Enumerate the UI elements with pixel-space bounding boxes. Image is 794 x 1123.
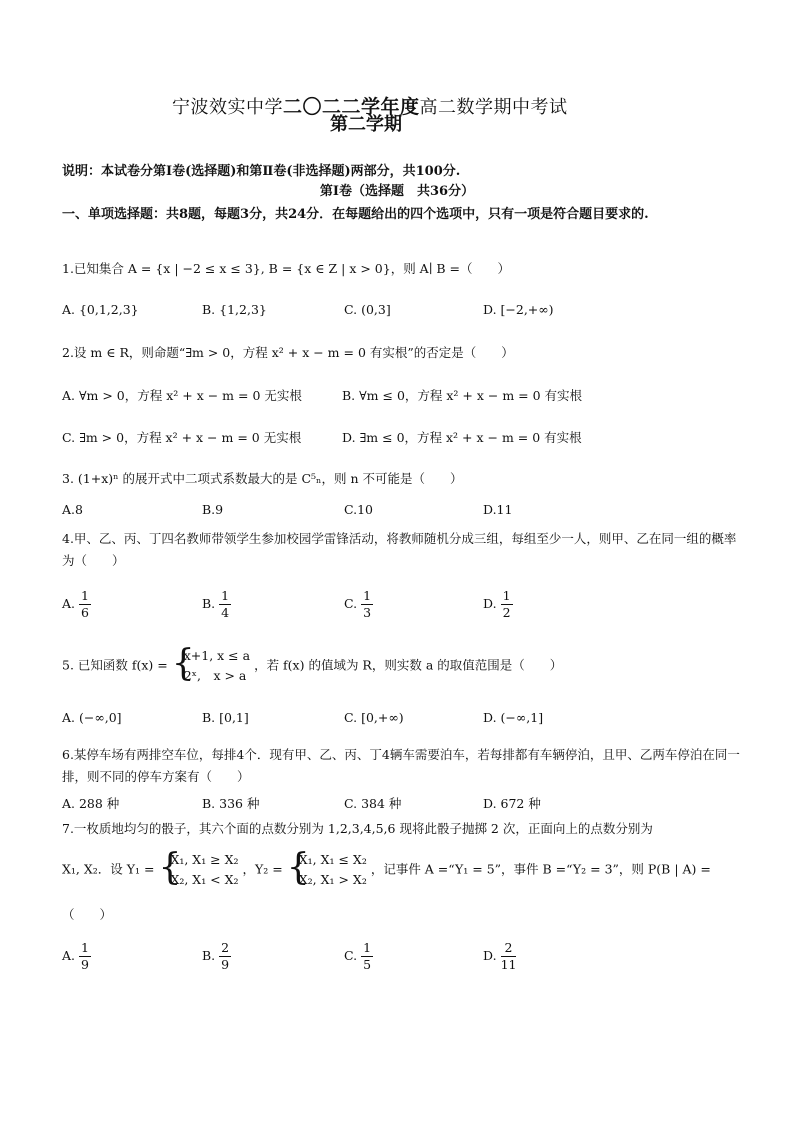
denominator: 11 <box>500 957 517 972</box>
denominator: 2 <box>502 605 511 620</box>
option-d <box>483 940 516 973</box>
title-exam: 高二数学期中考试 <box>419 97 568 118</box>
case-1: X₁, X₁ ≤ X₂ <box>298 852 367 867</box>
brace: { <box>158 847 182 888</box>
question-2-stem: 2.设 m ∈ R，则命题“∃m > 0，方程 x² + x − m = 0 有实根”的否定是（ ） <box>62 345 514 360</box>
question-4-stem: 4.甲、乙、丙、丁四名教师带领学生参加校园学雷锋活动，将教师随机分成三组，每组至少一人，则甲、乙在同一组的概率为（ ） <box>62 531 737 568</box>
option-letter: B. <box>202 596 216 611</box>
case-1: X₁, X₁ ≥ X₂ <box>170 852 239 867</box>
option-b: B. {1,2,3} <box>202 302 267 317</box>
option-letter: A. <box>62 948 76 963</box>
option-a: A. ∀m > 0，方程 x² + x − m = 0 无实根 <box>62 388 302 403</box>
question-2-options-row2 <box>62 428 742 452</box>
brace: { <box>171 643 195 684</box>
fraction <box>219 588 231 621</box>
question-1-stem: 1.已知集合 A = {x | −2 ≤ x ≤ 3}, B = {x ∈ Z | x > 0}，则 A∣ B =（ ） <box>62 261 510 276</box>
title-school: 宁波效实中学 <box>172 97 283 118</box>
option-a: A. {0,1,2,3} <box>62 302 139 317</box>
numerator: 2 <box>221 940 230 955</box>
stem-suffix: ，若 f(x) 的值域为 R，则实数 a 的取值范围是（ ） <box>254 657 563 673</box>
option-c: C. ∃m > 0，方程 x² + x − m = 0 无实根 <box>62 430 302 445</box>
question-3-options <box>62 502 742 526</box>
option-letter: C. <box>344 948 358 963</box>
option-c: C.10 <box>344 502 373 517</box>
numerator: 1 <box>502 588 511 603</box>
option-letter: B. <box>202 948 216 963</box>
option-letter: C. <box>344 596 358 611</box>
option-c: C. 384 种 <box>344 796 402 811</box>
option-c: C. (0,3] <box>344 302 391 317</box>
option-c <box>344 940 373 973</box>
option-d: D. ∃m ≤ 0，方程 x² + x − m = 0 有实根 <box>342 430 582 445</box>
numerator: 2 <box>501 940 517 957</box>
option-b <box>202 940 231 973</box>
denominator: 9 <box>221 957 230 972</box>
question-7-stem: 7.一枚质地均匀的骰子，其六个面的点数分别为 1,2,3,4,5,6 现将此骰子抛掷 2 次，正面向上的点数分别为 <box>62 821 653 836</box>
brace: { <box>286 847 310 888</box>
fraction <box>501 588 513 621</box>
question-6-options <box>62 794 742 818</box>
option-b: B. ∀m ≤ 0，方程 x² + x − m = 0 有实根 <box>342 388 583 403</box>
numerator: 1 <box>221 588 230 603</box>
exam-note: 说明：本试卷分第Ⅰ卷(选择题)和第Ⅱ卷(非选择题)两部分，共100分. <box>62 164 461 179</box>
option-b: B. [0,1] <box>202 710 249 725</box>
case-2: 2ˣ, x > a <box>183 668 247 683</box>
denominator: 4 <box>221 605 230 620</box>
stem-prefix: 5. 已知函数 f(x) = <box>62 657 168 673</box>
numerator: 1 <box>363 588 372 603</box>
option-c: C. [0,+∞) <box>344 710 404 725</box>
question-4-options <box>62 588 742 628</box>
y1-piecewise <box>158 847 239 890</box>
option-b <box>202 588 231 621</box>
exam-title <box>0 92 794 134</box>
denominator: 9 <box>81 957 89 972</box>
case-2: X₂, X₁ < X₂ <box>170 872 239 887</box>
title-term: 第二学期 <box>330 114 402 135</box>
option-a <box>62 588 91 621</box>
option-a: A.8 <box>62 502 83 517</box>
question-3-stem: 3. (1+x)ⁿ 的展开式中二项式系数最大的是 C⁵ₙ，则 n 不可能是（ ） <box>62 471 463 486</box>
question-5-options <box>62 710 742 734</box>
question-7-stem-line2 <box>62 847 742 890</box>
case-1: x+1, x ≤ a <box>183 648 251 663</box>
title-year: 二〇二二学年度 <box>283 96 420 118</box>
numerator: 1 <box>81 588 89 603</box>
option-b: B.9 <box>202 502 224 517</box>
option-letter: A. <box>62 596 76 611</box>
numerator: 1 <box>81 940 89 955</box>
case-2: X₂, X₁ > X₂ <box>298 872 367 887</box>
option-b: B. 336 种 <box>202 796 260 811</box>
option-d <box>483 588 513 621</box>
option-a <box>62 940 91 973</box>
part-one-heading: 第Ⅰ卷（选择题 共36分） <box>319 184 475 199</box>
piecewise-function <box>171 643 251 686</box>
option-c <box>344 588 373 621</box>
option-d: D. 672 种 <box>483 796 541 811</box>
numerator: 1 <box>363 940 372 955</box>
option-a: A. (−∞,0] <box>62 710 122 725</box>
fraction <box>361 940 373 973</box>
option-letter: D. <box>483 948 497 963</box>
fraction <box>79 588 91 621</box>
question-1-options <box>62 302 742 326</box>
fraction <box>79 940 91 973</box>
y2-piecewise <box>286 847 367 890</box>
question-7-options <box>62 940 742 980</box>
stem-mid: ，Y₂ = <box>242 861 283 877</box>
question-7-stem-line3: （ ） <box>62 907 113 922</box>
question-2-options-row1 <box>62 386 742 410</box>
stem-prefix: X₁, X₂．设 Y₁ = <box>62 861 155 877</box>
fraction <box>501 940 517 973</box>
denominator: 5 <box>363 957 372 972</box>
denominator: 3 <box>363 605 372 620</box>
option-d: D. (−∞,1] <box>483 710 544 725</box>
option-a: A. 288 种 <box>62 796 120 811</box>
option-d: D. [−2,+∞) <box>483 302 554 317</box>
denominator: 6 <box>81 605 89 620</box>
option-letter: D. <box>483 596 497 611</box>
option-d: D.11 <box>483 502 513 517</box>
question-6-stem: 6.某停车场有两排空车位，每排4个．现有甲、乙、丙、丁4辆车需要泊车，若每排都有车辆停泊，且甲、乙两车停泊在同一排，则不同的停车方案有（ ） <box>62 747 740 784</box>
fraction <box>361 588 373 621</box>
section-one-heading: 一、单项选择题：共8题，每题3分，共24分．在每题给出的四个选项中，只有一项是符合题目要求的. <box>62 207 649 222</box>
question-5-stem <box>62 643 742 686</box>
fraction <box>219 940 231 973</box>
stem-suffix: ，记事件 A =“Y₁ = 5”，事件 B =“Y₂ = 3”，则 P(B | A) = <box>370 861 711 877</box>
